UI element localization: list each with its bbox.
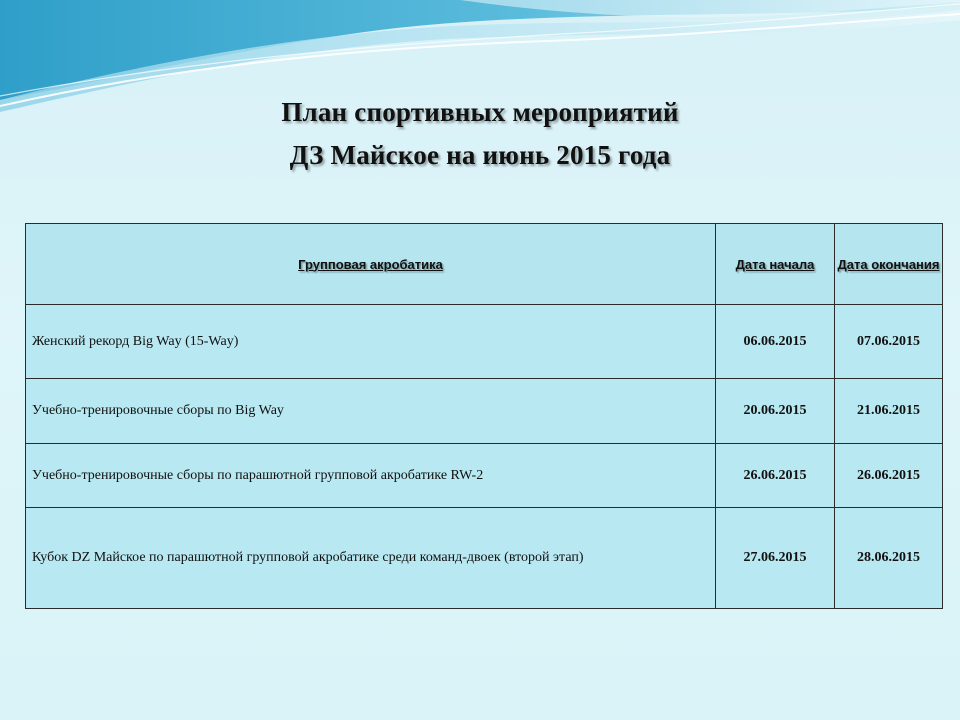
table-row [26, 379, 943, 444]
table-row [26, 305, 943, 379]
header-start-date: Дата начала [716, 224, 835, 305]
event-name: Учебно-тренировочные сборы по Big Way [26, 379, 716, 444]
event-name: Учебно-тренировочные сборы по парашютной групповой акробатике RW-2 [26, 444, 716, 508]
table-row [26, 444, 943, 508]
event-end-date: 21.06.2015 [835, 379, 943, 444]
header-event: Групповая акробатика [26, 224, 716, 305]
event-name: Кубок DZ Майское по парашютной групповой акробатике среди команд-двоек (второй этап) [26, 508, 716, 609]
table-header-row [26, 224, 943, 305]
event-end-date: 26.06.2015 [835, 444, 943, 508]
header-end-date: Дата окончания [835, 224, 943, 305]
event-end-date: 28.06.2015 [835, 508, 943, 609]
event-start-date: 27.06.2015 [716, 508, 835, 609]
event-name: Женский рекорд Big Way (15-Way) [26, 305, 716, 379]
slide-title-line-1: План спортивных мероприятий [281, 97, 679, 127]
event-start-date: 26.06.2015 [716, 444, 835, 508]
events-table [25, 223, 943, 609]
event-start-date: 20.06.2015 [716, 379, 835, 444]
event-end-date: 07.06.2015 [835, 305, 943, 379]
table-row [26, 508, 943, 609]
slide-title-line-2: ДЗ Майское на июнь 2015 года [289, 140, 671, 170]
event-start-date: 06.06.2015 [716, 305, 835, 379]
